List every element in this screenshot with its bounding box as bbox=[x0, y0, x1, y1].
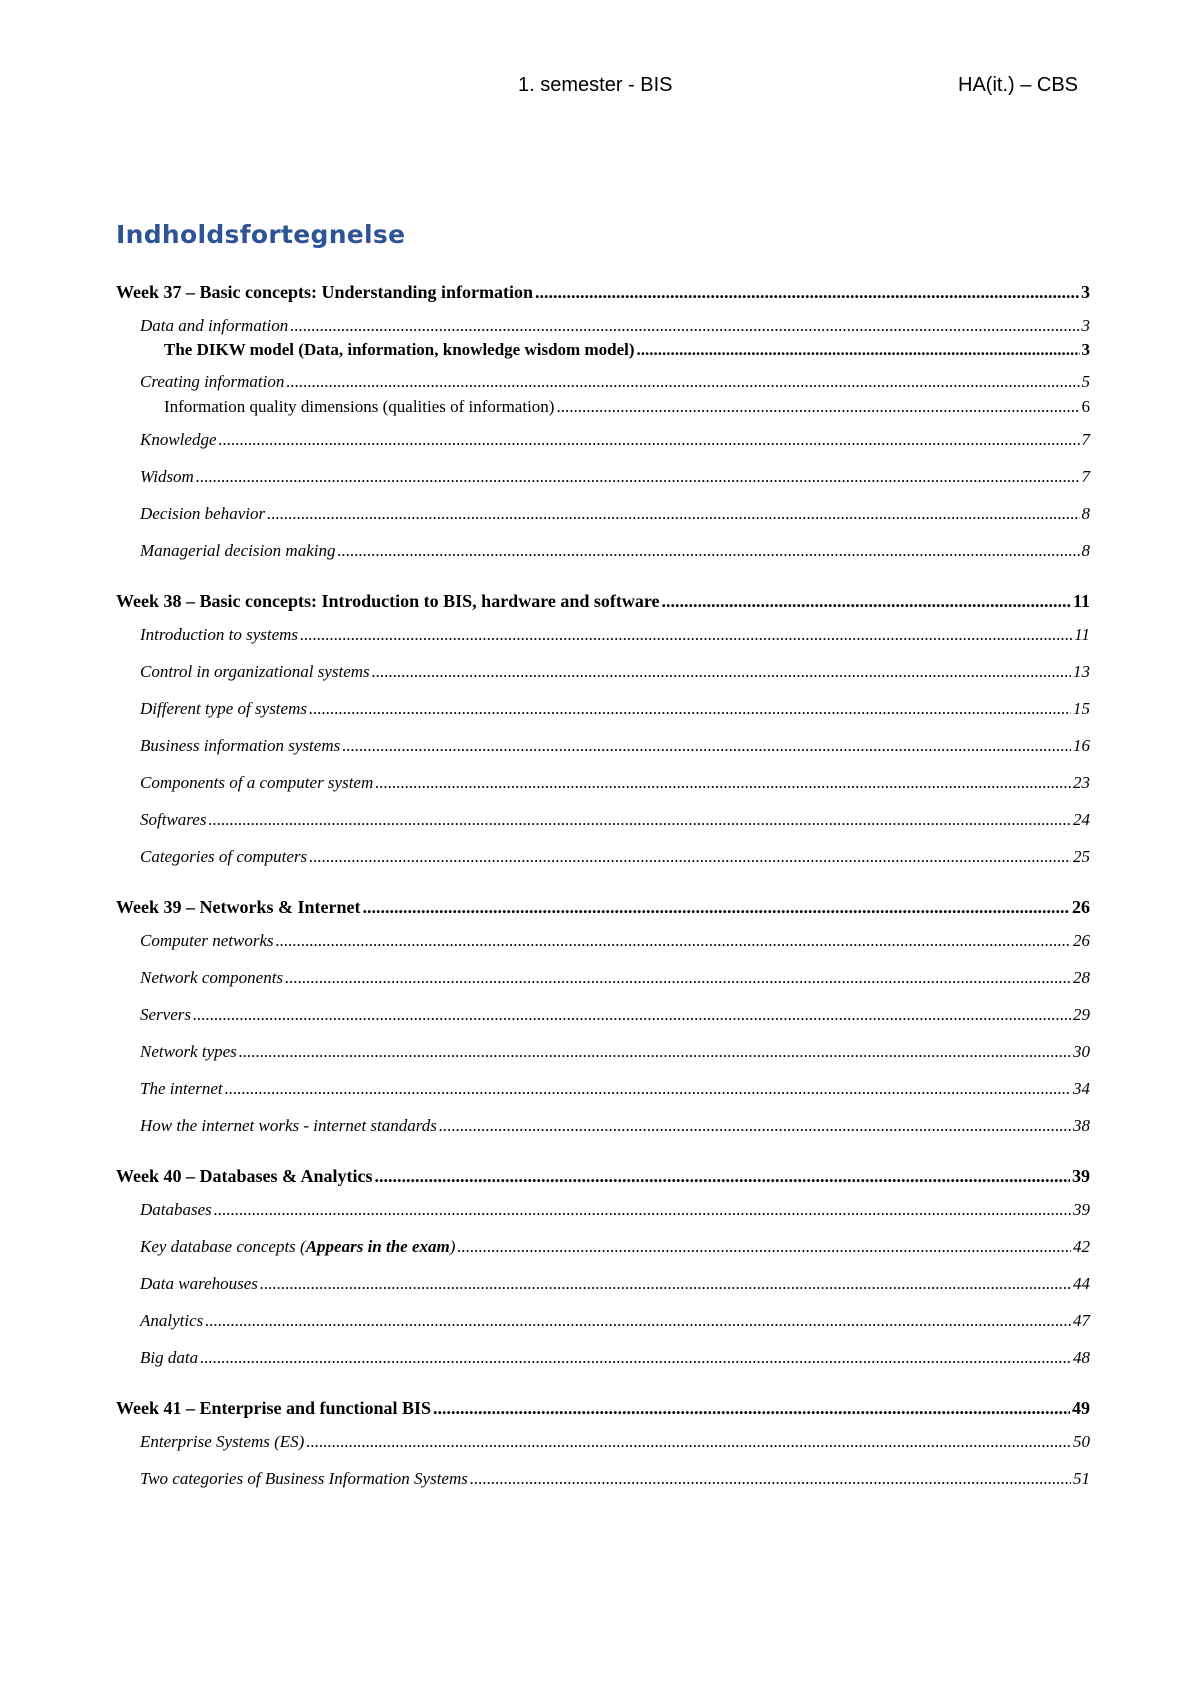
toc-entry[interactable] bbox=[116, 340, 1090, 364]
toc-page-number: 39 bbox=[1072, 1166, 1090, 1186]
toc-entry-title: Computer networks bbox=[140, 931, 274, 950]
dot-leader bbox=[196, 467, 1080, 487]
toc-page-number: 24 bbox=[1073, 810, 1090, 829]
toc-entry-week-37[interactable] bbox=[116, 282, 1090, 306]
toc-page-number: 28 bbox=[1073, 968, 1090, 987]
dot-leader bbox=[309, 847, 1071, 867]
toc-entry-title-suffix: ) bbox=[449, 1237, 456, 1256]
dot-leader bbox=[267, 504, 1079, 524]
toc-title: Indholdsfortegnelse bbox=[116, 220, 406, 249]
toc-entry[interactable] bbox=[116, 1042, 1090, 1066]
toc-entry[interactable] bbox=[116, 699, 1090, 723]
toc-entry-title: The internet bbox=[140, 1079, 223, 1098]
toc-entry[interactable] bbox=[116, 430, 1090, 454]
toc-page-number: 11 bbox=[1072, 591, 1090, 611]
toc-page-number: 51 bbox=[1073, 1469, 1090, 1488]
dot-leader bbox=[662, 591, 1071, 612]
toc-entry-title: Information quality dimensions (qualities of information) bbox=[164, 397, 555, 416]
toc-page-number: 7 bbox=[1081, 430, 1090, 449]
toc-entry[interactable] bbox=[116, 1311, 1090, 1335]
dot-leader bbox=[535, 282, 1079, 303]
toc-page-number: 3 bbox=[1081, 282, 1090, 302]
toc-entry[interactable] bbox=[116, 847, 1090, 871]
exam-note: Appears in the exam bbox=[305, 1237, 450, 1256]
toc-entry[interactable] bbox=[116, 1348, 1090, 1372]
toc-entry-title: Network types bbox=[140, 1042, 237, 1061]
toc-entry[interactable] bbox=[116, 504, 1090, 528]
toc-entry[interactable] bbox=[116, 625, 1090, 649]
dot-leader bbox=[300, 625, 1072, 645]
dot-leader bbox=[556, 397, 1079, 417]
toc-entry[interactable] bbox=[116, 397, 1090, 421]
toc-page-number: 39 bbox=[1073, 1200, 1090, 1219]
dot-leader bbox=[208, 810, 1071, 830]
toc-page-number: 8 bbox=[1081, 541, 1090, 560]
toc-entry-week-40[interactable] bbox=[116, 1166, 1090, 1190]
toc-entry-title: Different type of systems bbox=[140, 699, 307, 718]
toc-entry[interactable] bbox=[116, 1237, 1090, 1261]
toc-entry[interactable] bbox=[116, 1432, 1090, 1456]
toc-entry-title: Control in organizational systems bbox=[140, 662, 370, 681]
page-header bbox=[0, 74, 1200, 104]
toc-entry-title: Big data bbox=[140, 1348, 199, 1367]
toc-page-number: 29 bbox=[1073, 1005, 1090, 1024]
toc-entry-title: Categories of computers bbox=[140, 847, 308, 866]
toc-entry-title: How the internet works - internet standards bbox=[140, 1116, 437, 1135]
toc-entry[interactable] bbox=[116, 1079, 1090, 1103]
toc-entry-title bbox=[140, 1237, 455, 1257]
dot-leader bbox=[375, 773, 1071, 793]
toc-page-number: 23 bbox=[1073, 773, 1090, 792]
toc-entry-title: Softwares bbox=[140, 810, 207, 829]
toc-page-number: 11 bbox=[1074, 625, 1090, 644]
toc-entry-title: Knowledge bbox=[140, 430, 217, 449]
dot-leader bbox=[337, 541, 1079, 561]
toc-page-number: 49 bbox=[1072, 1398, 1090, 1418]
toc-entry[interactable] bbox=[116, 968, 1090, 992]
toc-entry-title: Managerial decision making bbox=[140, 541, 336, 560]
toc-page-number: 15 bbox=[1073, 699, 1090, 718]
dot-leader bbox=[225, 1079, 1071, 1099]
toc-entry[interactable] bbox=[116, 736, 1090, 760]
dot-leader bbox=[200, 1348, 1071, 1368]
toc-page-number: 34 bbox=[1073, 1079, 1090, 1098]
dot-leader bbox=[286, 372, 1079, 392]
dot-leader bbox=[219, 430, 1080, 450]
toc-entry[interactable] bbox=[116, 1469, 1090, 1493]
toc-entry[interactable] bbox=[116, 931, 1090, 955]
toc-entry-title: Servers bbox=[140, 1005, 191, 1024]
toc-entry[interactable] bbox=[116, 773, 1090, 797]
dot-leader bbox=[433, 1398, 1070, 1419]
toc-entry-title: Two categories of Business Information Systems bbox=[140, 1469, 468, 1488]
toc-entry-title: Data warehouses bbox=[140, 1274, 258, 1293]
toc-page-number: 30 bbox=[1073, 1042, 1090, 1061]
toc-page-number: 8 bbox=[1081, 504, 1090, 523]
dot-leader bbox=[457, 1237, 1071, 1257]
dot-leader bbox=[470, 1469, 1071, 1489]
toc-page-number: 3 bbox=[1081, 316, 1090, 335]
toc-entry[interactable] bbox=[116, 1274, 1090, 1298]
toc-page-number: 16 bbox=[1073, 736, 1090, 755]
toc-entry-week-39[interactable] bbox=[116, 897, 1090, 921]
toc-entry-title: Week 39 – Networks & Internet bbox=[116, 897, 361, 917]
toc-page-number: 7 bbox=[1081, 467, 1090, 486]
dot-leader bbox=[205, 1311, 1071, 1331]
toc-entry[interactable] bbox=[116, 662, 1090, 686]
toc-entry-title: Week 37 – Basic concepts: Understanding information bbox=[116, 282, 534, 302]
toc-entry[interactable] bbox=[116, 1200, 1090, 1224]
dot-leader bbox=[362, 897, 1070, 918]
toc-entry[interactable] bbox=[116, 810, 1090, 834]
header-course: 1. semester - BIS bbox=[518, 74, 673, 96]
header-program: HA(it.) – CBS bbox=[958, 74, 1079, 96]
toc-entry-title: Widsom bbox=[140, 467, 194, 486]
toc-entry[interactable] bbox=[116, 316, 1090, 340]
dot-leader bbox=[309, 699, 1071, 719]
toc-page-number: 50 bbox=[1073, 1432, 1090, 1451]
toc-page-number: 3 bbox=[1081, 340, 1090, 359]
toc-entry[interactable] bbox=[116, 372, 1090, 396]
toc-entry-title: Data and information bbox=[140, 316, 289, 335]
toc-entry-title: The DIKW model (Data, information, knowledge wisdom model) bbox=[164, 340, 635, 359]
toc-entry-title: Components of a computer system bbox=[140, 773, 374, 792]
toc-entry-title: Business information systems bbox=[140, 736, 341, 755]
toc-page-number: 26 bbox=[1072, 897, 1090, 917]
toc-page-number: 13 bbox=[1073, 662, 1090, 681]
dot-leader bbox=[214, 1200, 1071, 1220]
toc-entry[interactable] bbox=[116, 467, 1090, 491]
toc-page-number: 38 bbox=[1073, 1116, 1090, 1135]
dot-leader bbox=[239, 1042, 1071, 1062]
toc-page-number: 5 bbox=[1081, 372, 1090, 391]
toc-page-number: 26 bbox=[1073, 931, 1090, 950]
dot-leader bbox=[290, 316, 1079, 336]
toc-entry-week-38[interactable] bbox=[116, 591, 1090, 615]
toc-entry[interactable] bbox=[116, 1005, 1090, 1029]
dot-leader bbox=[306, 1432, 1071, 1452]
toc-entry-title: Introduction to systems bbox=[140, 625, 299, 644]
toc-entry-week-41[interactable] bbox=[116, 1398, 1090, 1422]
dot-leader bbox=[285, 968, 1071, 988]
toc-entry-title: Creating information bbox=[140, 372, 285, 391]
toc-entry[interactable] bbox=[116, 1116, 1090, 1140]
dot-leader bbox=[637, 340, 1080, 360]
toc-entry[interactable] bbox=[116, 541, 1090, 565]
table-of-contents bbox=[116, 282, 1090, 1493]
toc-entry-title: Network components bbox=[140, 968, 284, 987]
toc-entry-title: Week 40 – Databases & Analytics bbox=[116, 1166, 373, 1186]
dot-leader bbox=[439, 1116, 1071, 1136]
toc-page-number: 44 bbox=[1073, 1274, 1090, 1293]
toc-entry-title: Week 41 – Enterprise and functional BIS bbox=[116, 1398, 432, 1418]
toc-page-number: 6 bbox=[1081, 397, 1090, 416]
toc-page-number: 42 bbox=[1073, 1237, 1090, 1256]
dot-leader bbox=[276, 931, 1071, 951]
dot-leader bbox=[375, 1166, 1071, 1187]
toc-entry-title: Week 38 – Basic concepts: Introduction to BIS, hardware and software bbox=[116, 591, 660, 611]
toc-entry-title-prefix: Key database concepts ( bbox=[140, 1237, 306, 1256]
toc-entry-title: Databases bbox=[140, 1200, 212, 1219]
toc-page-number: 47 bbox=[1073, 1311, 1090, 1330]
dot-leader bbox=[372, 662, 1071, 682]
dot-leader bbox=[342, 736, 1071, 756]
toc-page-number: 48 bbox=[1073, 1348, 1090, 1367]
dot-leader bbox=[260, 1274, 1071, 1294]
dot-leader bbox=[193, 1005, 1071, 1025]
toc-entry-title: Analytics bbox=[140, 1311, 204, 1330]
toc-page-number: 25 bbox=[1073, 847, 1090, 866]
toc-entry-title: Decision behavior bbox=[140, 504, 266, 523]
toc-entry-title: Enterprise Systems (ES) bbox=[140, 1432, 305, 1451]
